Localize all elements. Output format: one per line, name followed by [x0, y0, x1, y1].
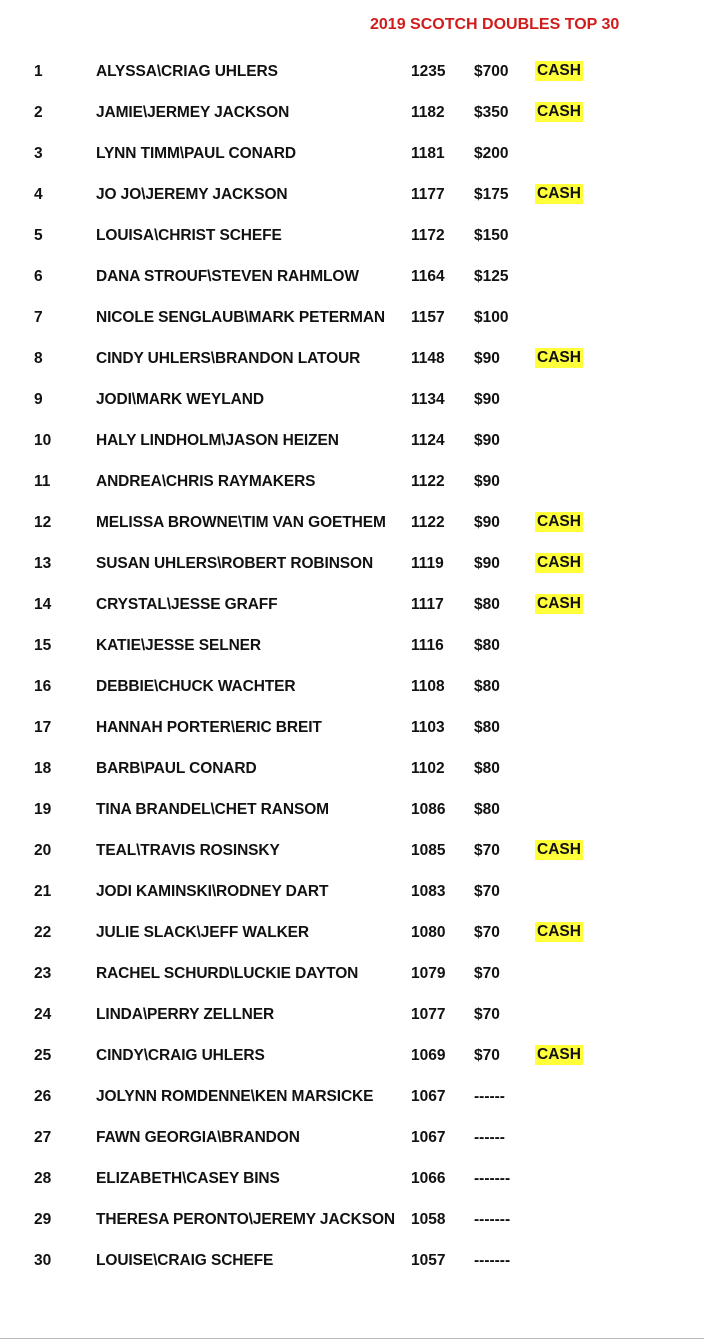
rank-cell: 20: [34, 842, 52, 859]
team-names-cell: LYNN TIMM\PAUL CONARD: [96, 145, 296, 162]
team-names-cell: NICOLE SENGLAUB\MARK PETERMAN: [96, 309, 386, 326]
rank-cell: 9: [34, 391, 43, 408]
rank-cell: 15: [34, 637, 52, 654]
team-names-cell: FAWN GEORGIA\BRANDON: [96, 1129, 300, 1146]
prize-cell: $70: [474, 1047, 500, 1064]
score-cell: 1181: [411, 145, 445, 162]
score-cell: 1122: [411, 514, 445, 531]
standings-row: [0, 912, 704, 953]
team-names-cell: ALYSSA\CRIAG UHLERS: [96, 63, 278, 80]
score-cell: 1079: [411, 965, 446, 982]
prize-cell: ------: [474, 1088, 505, 1105]
rank-cell: 17: [34, 719, 52, 736]
score-cell: 1086: [411, 801, 446, 818]
team-names-cell: JULIE SLACK\JEFF WALKER: [96, 924, 309, 941]
team-names-cell: JO JO\JEREMY JACKSON: [96, 186, 288, 203]
team-names-cell: JODI\MARK WEYLAND: [96, 391, 264, 408]
prize-cell: $125: [474, 268, 509, 285]
page-title: 2019 SCOTCH DOUBLES TOP 30: [370, 16, 620, 33]
rank-cell: 7: [34, 309, 43, 326]
standings-row: [0, 1117, 704, 1158]
score-cell: 1157: [411, 309, 445, 326]
standings-row: [0, 256, 704, 297]
rank-cell: 18: [34, 760, 52, 777]
rank-cell: 23: [34, 965, 52, 982]
prize-cell: -------: [474, 1170, 511, 1187]
team-names-cell: LOUISA\CHRIST SCHEFE: [96, 227, 282, 244]
prize-cell: $80: [474, 760, 500, 777]
rank-cell: 19: [34, 801, 52, 818]
standings-row: [0, 215, 704, 256]
score-cell: 1103: [411, 719, 445, 736]
cash-status-badge: CASH: [537, 62, 581, 79]
rank-cell: 22: [34, 924, 52, 941]
prize-cell: $150: [474, 227, 509, 244]
team-names-cell: THERESA PERONTO\JEREMY JACKSON: [96, 1211, 396, 1228]
standings-row: [0, 953, 704, 994]
team-names-cell: CINDY\CRAIG UHLERS: [96, 1047, 265, 1064]
team-names-cell: TEAL\TRAVIS ROSINSKY: [96, 842, 280, 859]
score-cell: 1116: [411, 637, 444, 654]
standings-row: [0, 707, 704, 748]
rank-cell: 24: [34, 1006, 52, 1023]
team-names-cell: CINDY UHLERS\BRANDON LATOUR: [96, 350, 361, 367]
rank-cell: 4: [34, 186, 43, 203]
prize-cell: $80: [474, 596, 500, 613]
score-cell: 1124: [411, 432, 445, 449]
standings-row: [0, 666, 704, 707]
prize-cell: $700: [474, 63, 509, 80]
cash-status-badge: CASH: [537, 513, 581, 530]
rank-cell: 1: [34, 63, 43, 80]
cash-status-badge: CASH: [537, 554, 581, 571]
team-names-cell: CRYSTAL\JESSE GRAFF: [96, 596, 278, 613]
prize-cell: $70: [474, 924, 500, 941]
score-cell: 1117: [411, 596, 444, 613]
score-cell: 1164: [411, 268, 445, 285]
standings-row: [0, 379, 704, 420]
team-names-cell: ELIZABETH\CASEY BINS: [96, 1170, 280, 1187]
rank-cell: 3: [34, 145, 43, 162]
standings-row: [0, 338, 704, 379]
rank-cell: 6: [34, 268, 43, 285]
score-cell: 1148: [411, 350, 445, 367]
prize-cell: -------: [474, 1211, 511, 1228]
standings-row: [0, 297, 704, 338]
rank-cell: 13: [34, 555, 52, 572]
standings-row: [0, 543, 704, 584]
cash-status-badge: CASH: [537, 185, 581, 202]
cash-status-badge: CASH: [537, 103, 581, 120]
score-cell: 1083: [411, 883, 446, 900]
team-names-cell: DEBBIE\CHUCK WACHTER: [96, 678, 296, 695]
cash-status-badge: CASH: [537, 1046, 581, 1063]
prize-cell: $70: [474, 883, 500, 900]
prize-cell: $70: [474, 965, 500, 982]
rank-cell: 28: [34, 1170, 52, 1187]
team-names-cell: DANA STROUF\STEVEN RAHMLOW: [96, 268, 359, 285]
page-bottom-divider: [0, 1338, 704, 1339]
rank-cell: 11: [34, 473, 51, 490]
score-cell: 1069: [411, 1047, 446, 1064]
standings-row: [0, 174, 704, 215]
standings-row: [0, 625, 704, 666]
cash-status-badge: CASH: [537, 923, 581, 940]
score-cell: 1080: [411, 924, 446, 941]
team-names-cell: HANNAH PORTER\ERIC BREIT: [96, 719, 322, 736]
prize-cell: $200: [474, 145, 509, 162]
rank-cell: 26: [34, 1088, 52, 1105]
score-cell: 1067: [411, 1088, 446, 1105]
prize-cell: $90: [474, 350, 500, 367]
rank-cell: 21: [34, 883, 52, 900]
rank-cell: 16: [34, 678, 52, 695]
prize-cell: ------: [474, 1129, 505, 1146]
standings-list: [0, 51, 704, 1281]
standings-row: [0, 502, 704, 543]
standings-row: [0, 51, 704, 92]
prize-cell: $90: [474, 555, 500, 572]
score-cell: 1057: [411, 1252, 446, 1269]
team-names-cell: JAMIE\JERMEY JACKSON: [96, 104, 290, 121]
cash-status-badge: CASH: [537, 841, 581, 858]
score-cell: 1102: [411, 760, 445, 777]
team-names-cell: JOLYNN ROMDENNE\KEN MARSICKE: [96, 1088, 374, 1105]
cash-status-badge: CASH: [537, 595, 581, 612]
prize-cell: $90: [474, 391, 500, 408]
prize-cell: $70: [474, 1006, 500, 1023]
team-names-cell: RACHEL SCHURD\LUCKIE DAYTON: [96, 965, 359, 982]
prize-cell: $80: [474, 678, 500, 695]
score-cell: 1134: [411, 391, 445, 408]
prize-cell: $175: [474, 186, 509, 203]
standings-row: [0, 1035, 704, 1076]
score-cell: 1067: [411, 1129, 446, 1146]
prize-cell: $90: [474, 432, 500, 449]
team-names-cell: TINA BRANDEL\CHET RANSOM: [96, 801, 329, 818]
prize-cell: $90: [474, 473, 500, 490]
team-names-cell: BARB\PAUL CONARD: [96, 760, 257, 777]
team-names-cell: HALY LINDHOLM\JASON HEIZEN: [96, 432, 339, 449]
score-cell: 1108: [411, 678, 445, 695]
score-cell: 1182: [411, 104, 445, 121]
standings-row: [0, 789, 704, 830]
standings-row: [0, 1240, 704, 1281]
standings-row: [0, 1199, 704, 1240]
rank-cell: 30: [34, 1252, 52, 1269]
prize-cell: -------: [474, 1252, 511, 1269]
score-cell: 1077: [411, 1006, 446, 1023]
rank-cell: 25: [34, 1047, 52, 1064]
standings-row: [0, 92, 704, 133]
score-cell: 1085: [411, 842, 446, 859]
standings-row: [0, 994, 704, 1035]
team-names-cell: SUSAN UHLERS\ROBERT ROBINSON: [96, 555, 374, 572]
rank-cell: 5: [34, 227, 43, 244]
standings-row: [0, 133, 704, 174]
rank-cell: 12: [34, 514, 52, 531]
score-cell: 1119: [411, 555, 444, 572]
rank-cell: 8: [34, 350, 43, 367]
score-cell: 1122: [411, 473, 445, 490]
score-cell: 1058: [411, 1211, 446, 1228]
standings-row: [0, 420, 704, 461]
prize-cell: $80: [474, 719, 500, 736]
standings-row: [0, 1076, 704, 1117]
team-names-cell: LINDA\PERRY ZELLNER: [96, 1006, 275, 1023]
team-names-cell: KATIE\JESSE SELNER: [96, 637, 262, 654]
rank-cell: 10: [34, 432, 52, 449]
team-names-cell: LOUISE\CRAIG SCHEFE: [96, 1252, 274, 1269]
prize-cell: $70: [474, 842, 500, 859]
standings-row: [0, 1158, 704, 1199]
score-cell: 1177: [411, 186, 445, 203]
score-cell: 1172: [411, 227, 445, 244]
rank-cell: 14: [34, 596, 52, 613]
team-names-cell: ANDREA\CHRIS RAYMAKERS: [96, 473, 316, 490]
rank-cell: 27: [34, 1129, 52, 1146]
rank-cell: 2: [34, 104, 43, 121]
team-names-cell: MELISSA BROWNE\TIM VAN GOETHEM: [96, 514, 386, 531]
standings-row: [0, 748, 704, 789]
prize-cell: $80: [474, 801, 500, 818]
rank-cell: 29: [34, 1211, 52, 1228]
score-cell: 1066: [411, 1170, 446, 1187]
standings-row: [0, 871, 704, 912]
cash-status-badge: CASH: [537, 349, 581, 366]
standings-row: [0, 830, 704, 871]
prize-cell: $100: [474, 309, 509, 326]
standings-row: [0, 461, 704, 502]
team-names-cell: JODI KAMINSKI\RODNEY DART: [96, 883, 329, 900]
standings-row: [0, 584, 704, 625]
prize-cell: $90: [474, 514, 500, 531]
prize-cell: $80: [474, 637, 500, 654]
score-cell: 1235: [411, 63, 446, 80]
prize-cell: $350: [474, 104, 509, 121]
